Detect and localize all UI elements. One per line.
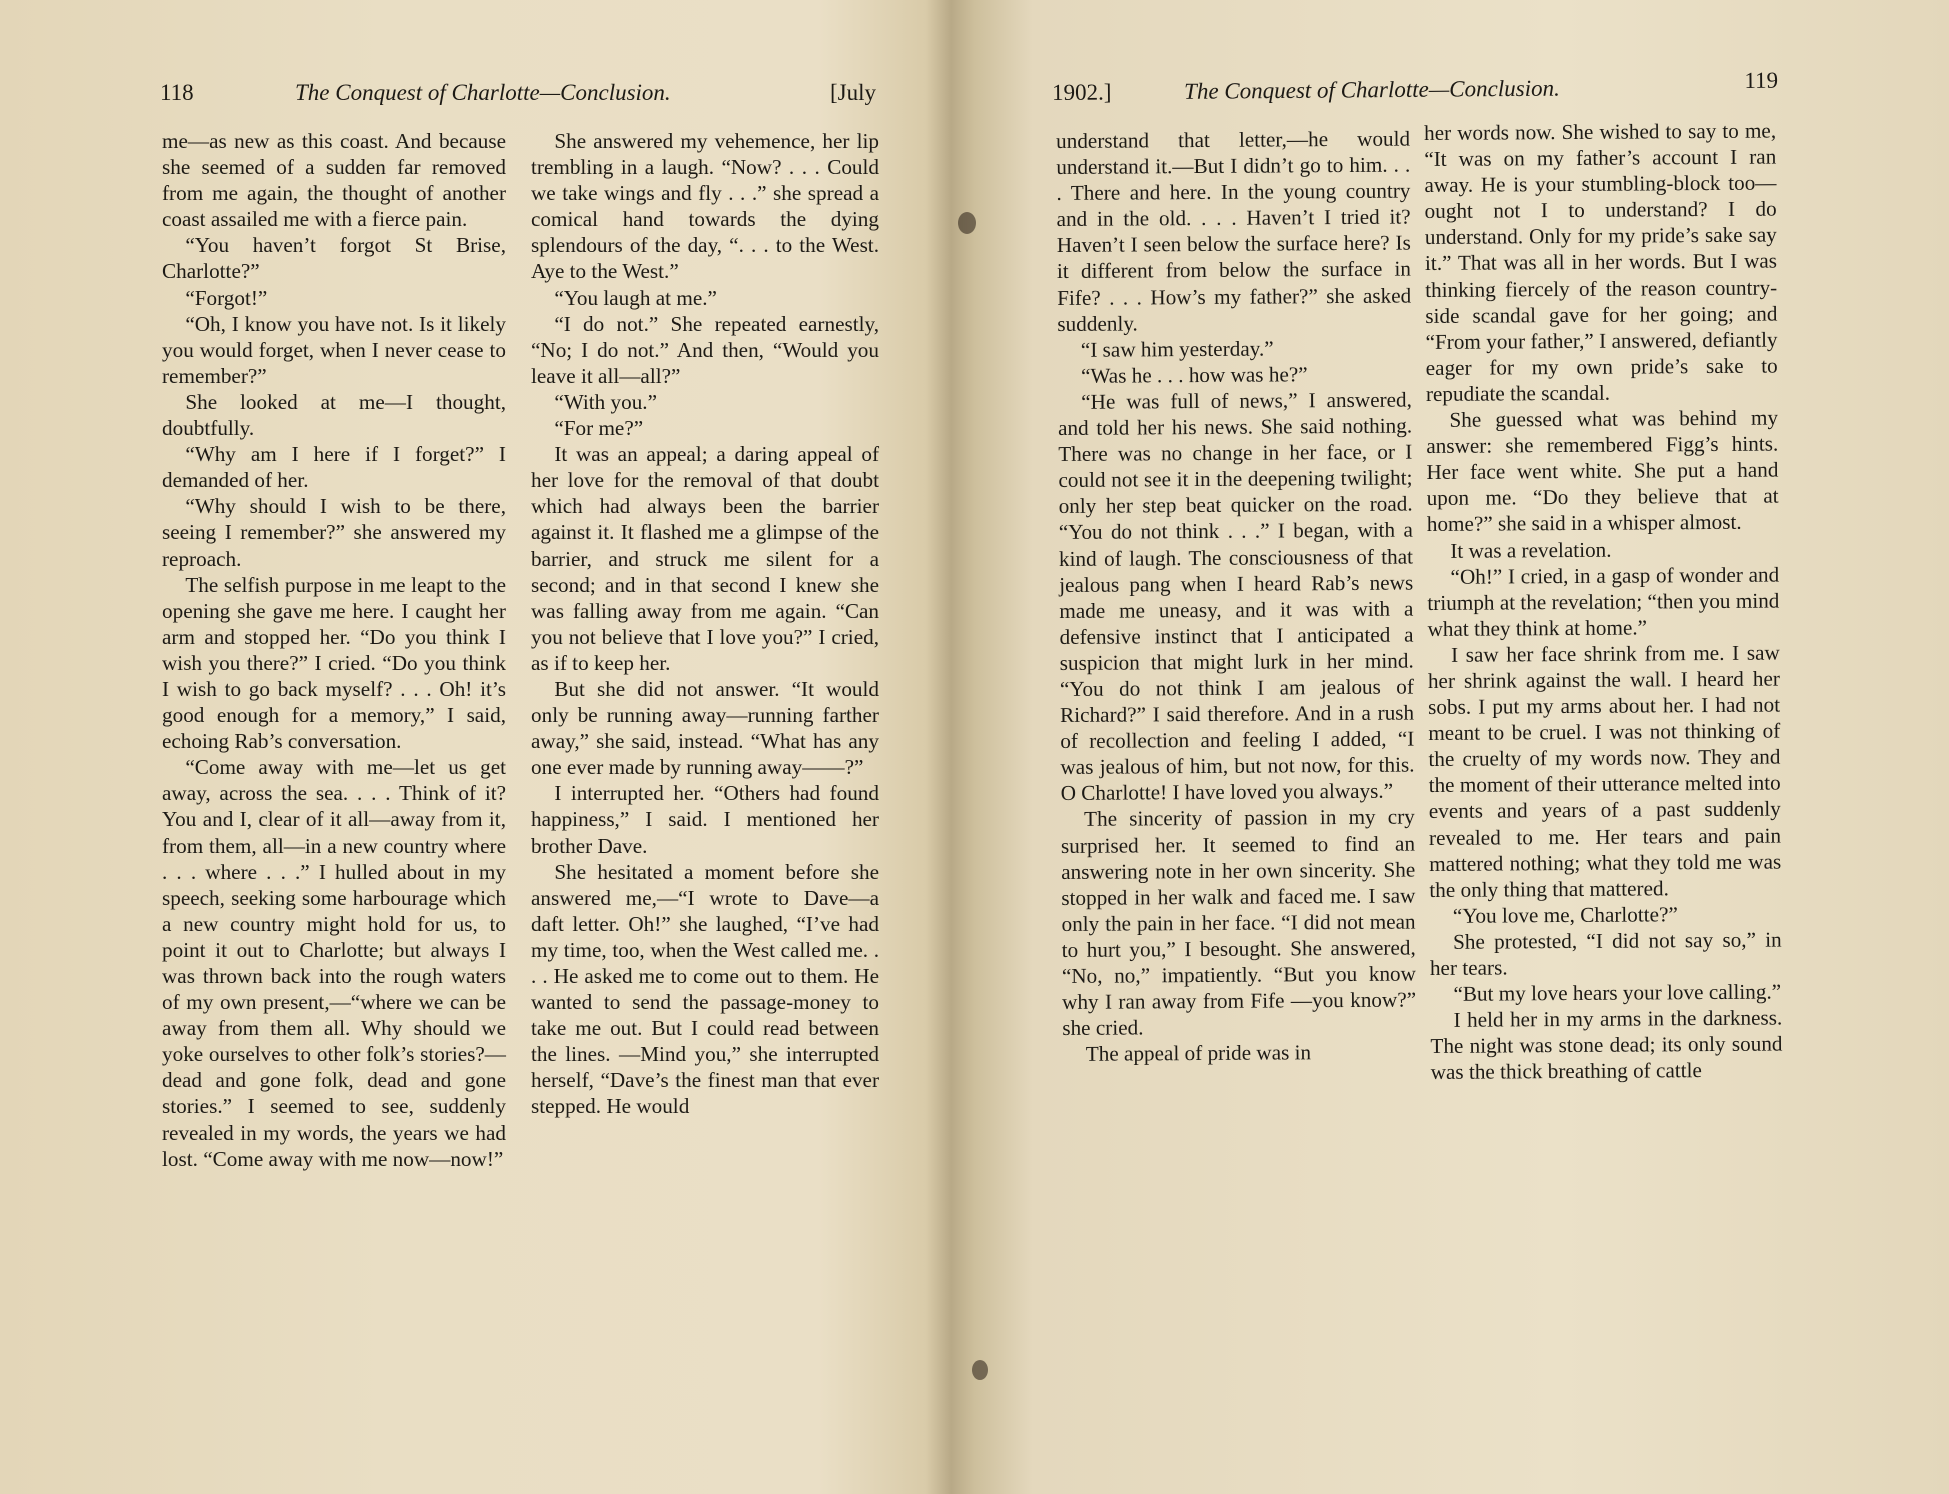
- paragraph: She looked at me—I thought, doubtfully.: [162, 389, 506, 441]
- running-title: The Conquest of Charlotte—Conclusion.: [1183, 75, 1560, 104]
- paragraph: “Come away with me—let us get away, across the sea. . . . Think of it? You and I, clear of it all—away from it, from them, all—in a new country where . . . where . . .” I hulled about in my speech, seeking some harbourage which a new country might hold for us, to point it out to Charlotte; but always I was thrown back into the rough waters of my own present,—“where we can be away from them all. Why should we yoke ourselves to other folk’s stories?—dead and gone folk, dead and gone stories.” I seemed to see, suddenly revealed in my words, the years we had lost. “Come away with me now—now!”: [162, 755, 506, 1171]
- page-number: 119: [1744, 67, 1779, 93]
- left-column-1: [162, 128, 506, 1172]
- paragraph: understand that letter,—he would understand it.—But I didn’t go to him. . . . There and here. In the young country and in the old. . . . Haven’t I tried it? Haven’t I seen below the surface here? Is it different from below the surface in Fife? . . . How’s my father?” she asked suddenly.: [1056, 126, 1412, 336]
- paragraph: I held her in my arms in the darkness. The night was stone dead; its only sound was the thick breathing of cattle: [1430, 1005, 1783, 1085]
- right-page: [960, 0, 1949, 1494]
- paragraph: But she did not answer. “It would only be running away—running farther away,” she said, instead. “What has any one ever made by running away——?”: [531, 676, 879, 780]
- paragraph: “Forgot!”: [185, 285, 268, 310]
- paragraph: “I saw him yesterday.”: [1080, 336, 1274, 362]
- paragraph: She protested, “I did not say so,” in her tears.: [1429, 927, 1782, 980]
- paragraph: “Was he . . . how was he?”: [1080, 362, 1308, 388]
- paragraph: “You love me, Charlotte?”: [1452, 902, 1678, 928]
- paragraph: The sincerity of passion in my cry surprised her. It seemed to find an answering note in her own sincerity. She stopped in her walk and faced me. I saw only the pain in her face. “I did not mean to hurt you,” I besought. She answered, “No, no,” impatiently. “But you know why I ran away from Fife —you know?” she cried.: [1060, 804, 1417, 1041]
- paragraph: “But my love hears your love calling.”: [1453, 979, 1782, 1006]
- paragraph: “You laugh at me.”: [554, 285, 717, 310]
- page-number: 118: [160, 80, 194, 105]
- paragraph: “I do not.” She repeated earnestly, “No; I do not.” And then, “Would you leave it all—all?”: [531, 311, 879, 388]
- issue-date: 1902.]: [1052, 79, 1112, 105]
- left-page: [0, 0, 960, 1494]
- paragraph: “You haven’t forgot St Brise, Charlotte?”: [162, 233, 506, 284]
- paragraph: “For me?”: [554, 416, 644, 441]
- paragraph: I saw her face shrink from me. I saw her shrink against the wall. I heard her sobs. I put my arms about her. I had not meant to be cruel. I was not thinking of the cruelty of my words now. They and the moment of their utterance melted into events and years of a past suddenly revealed to me. Her tears and pain mattered nothing; what they told me was the only thing that mattered.: [1427, 640, 1782, 902]
- paragraph: “Why am I here if I forget?” I demanded of her.: [162, 442, 506, 493]
- paragraph: The appeal of pride was in: [1085, 1040, 1312, 1067]
- right-running-head: [1052, 67, 1779, 105]
- running-title: The Conquest of Charlotte—Conclusion.: [295, 80, 671, 105]
- right-column-1: [1056, 126, 1417, 1068]
- left-column-2: [531, 128, 879, 1120]
- paragraph: She answered my vehemence, her lip trembling in a laugh. “Now? . . . Could we take wings and fly . . .” she spread a comical hand towards the dying splendours of the day, “. . . to the West. Aye to the West.”: [531, 129, 879, 284]
- issue-date: [July: [830, 80, 876, 105]
- paragraph: her words now. She wished to say to me, “It was on my father’s account I ran away. He is your stumbling-block too—ought not I to understand? I do understand. Only for my pride’s sake say it.” That was all in her words. But I was thinking fiercely of the reason country-side scandal gave for her going; and “From your father,” I answered, defiantly eager for my own pride’s sake to repudiate the scandal.: [1424, 118, 1778, 406]
- paragraph: I interrupted her. “Others had found happiness,” I said. I mentioned her brother Dave.: [531, 781, 879, 858]
- ink-smudge: [972, 1360, 988, 1380]
- paragraph: She hesitated a moment before she answered me,—“I wrote to Dave—a daft letter. Oh!” she laughed, “I’ve had my time, too, when the West called me. . . . He asked me to come out to them. He wanted to send the passage-money to take me out. But I could read between the lines. —Mind you,” she interrupted herself, “Dave’s the finest man that ever stepped. He would: [531, 859, 879, 1119]
- ink-smudge: [958, 212, 976, 234]
- right-column-2: [1424, 118, 1783, 1086]
- paragraph: The selfish purpose in me leapt to the opening she gave me here. I caught her arm and stopped her. “Do you think I wish you there?” I cried. “Do you think I wish to go back myself? . . . Oh! it’s good enough for a memory,” I said, echoing Rab’s conversation.: [162, 572, 506, 754]
- paragraph: She guessed what was behind my answer: she remembered Figg’s hints. Her face went white. She put a hand upon me. “Do they believe that at home?” she said in a whisper almost.: [1426, 405, 1779, 537]
- paragraph: “He was full of news,” I answered, and told her his news. She said nothing. There was no change in her face, or I could not see it in the deepening twilight; only her step beat quicker on the road. “You do not think . . .” I began, with a kind of laugh. The consciousness of that jealous pang when I heard Rab’s news made me uneasy, and it was with a defensive instinct that I anticipated a suspicion that might lurk in her mind. “You do not think I am jealous of Richard?” I said therefore. And in a rush of recollection and feeling I added, “I was jealous of him, but not now, for this. O Charlotte! I have loved you always.”: [1058, 387, 1415, 806]
- paragraph: “Oh, I know you have not. Is it likely you would forget, when I never cease to remember?”: [162, 311, 506, 388]
- paragraph: It was a revelation.: [1450, 537, 1612, 563]
- paragraph: “Oh!” I cried, in a gasp of wonder and triumph at the revelation; “then you mind what they think at home.”: [1427, 562, 1780, 641]
- paragraph: me—as new as this coast. And because she seemed of a sudden far removed from me again, the thought of another coast assailed me with a fierce pain.: [162, 129, 506, 232]
- paragraph: “With you.”: [554, 389, 658, 414]
- paragraph: It was an appeal; a daring appeal of her love for the removal of that doubt which had always been the barrier against it. It flashed me a glimpse of the barrier, and struck me silent for a second; and in that second I knew she was falling away from me again. “Can you not believe that I love you?” I cried, as if to keep her.: [531, 442, 879, 675]
- paragraph: “Why should I wish to be there, seeing I remember?” she answered my reproach.: [162, 494, 506, 571]
